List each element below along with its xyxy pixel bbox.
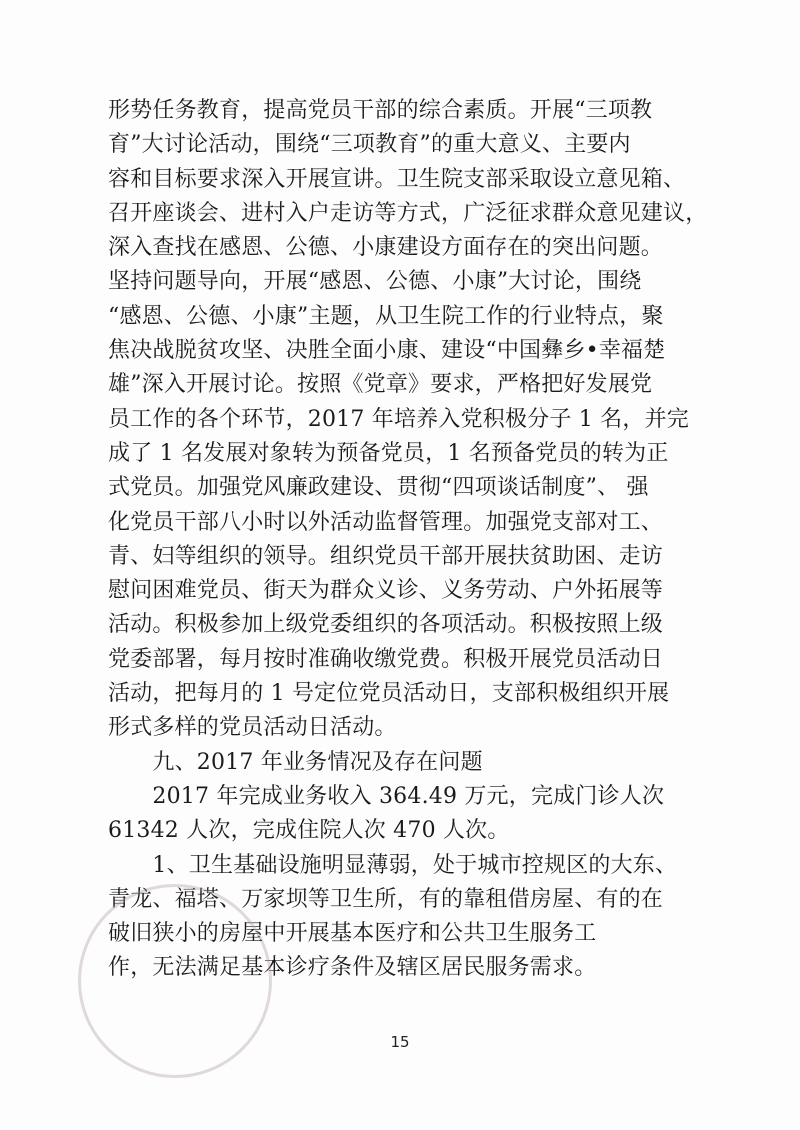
text-line: 慰问困难党员、街天为群众义诊、义务劳动、户外拓展等 xyxy=(108,578,664,604)
page-number: 15 xyxy=(390,1033,410,1051)
text-line: 2017 年完成业务收入 364.49 万元，完成门诊人次 xyxy=(108,783,665,809)
text-line: 深入查找在感恩、公德、小康建设方面存在的突出问题。 xyxy=(108,235,664,261)
text-line: 化党员干部八小时以外活动监督管理。加强党支部对工、 xyxy=(108,509,664,535)
text-line: 1、卫生基础设施明显薄弱，处于城市控规区的大东、 xyxy=(108,852,678,878)
body-text xyxy=(108,94,708,986)
text-line: 形势任务教育，提高党员干部的综合素质。开展“三项教 xyxy=(108,98,653,123)
text-line: 作，无法满足基本诊疗条件及辖区居民服务需求。 xyxy=(108,955,597,981)
text-line: 活动，把每月的 1 号定位党员活动日，支部积极组织开展 xyxy=(108,681,670,707)
text-line: 形式多样的党员活动日活动。 xyxy=(108,715,397,741)
text-line: 坚持问题导向，开展“感恩、公德、小康”大讨论，围绕 xyxy=(108,269,642,295)
text-line: 党委部署，每月按时准确收缴党费。积极开展党员活动日 xyxy=(108,646,664,672)
text-line: 破旧狭小的房屋中开展基本医疗和公共卫生服务工 xyxy=(108,921,597,947)
text-line: 青龙、福塔、万家坝等卫生所，有的靠租借房屋、有的在 xyxy=(108,886,664,912)
section-heading: 九、2017 年业务情况及存在问题 xyxy=(108,749,483,775)
text-line: 雄”深入开展讨论。按照《党章》要求，严格把好发展党 xyxy=(108,372,653,398)
text-line: 活动。积极参加上级党委组织的各项活动。积极按照上级 xyxy=(108,612,664,638)
text-line: 式党员。加强党风廉政建设、贯彻“四项谈话制度”、 强 xyxy=(108,475,649,501)
text-line: 召开座谈会、进村入户走访等方式，广泛征求群众意见建议， xyxy=(108,200,708,226)
text-line: 61342 人次，完成住院人次 470 人次。 xyxy=(108,818,510,844)
text-line: 焦决战脱贫攻坚、决胜全面小康、建设“中国彝乡•幸福楚 xyxy=(108,338,666,364)
text-line: 青、妇等组织的领导。组织党员干部开展扶贫助困、走访 xyxy=(108,543,664,569)
text-line: 员工作的各个环节，2017 年培养入党积极分子 1 名，并完 xyxy=(108,406,689,432)
text-line: 育”大讨论活动，围绕“三项教育”的重大意义、主要内 xyxy=(108,132,631,158)
text-line: “感恩、公德、小康”主题，从卫生院工作的行业特点，聚 xyxy=(108,303,664,329)
text-line: 容和目标要求深入开展宣讲。卫生院支部采取设立意见箱、 xyxy=(108,166,686,192)
text-line: 成了 1 名发展对象转为预备党员，1 名预备党员的转为正 xyxy=(108,440,669,466)
